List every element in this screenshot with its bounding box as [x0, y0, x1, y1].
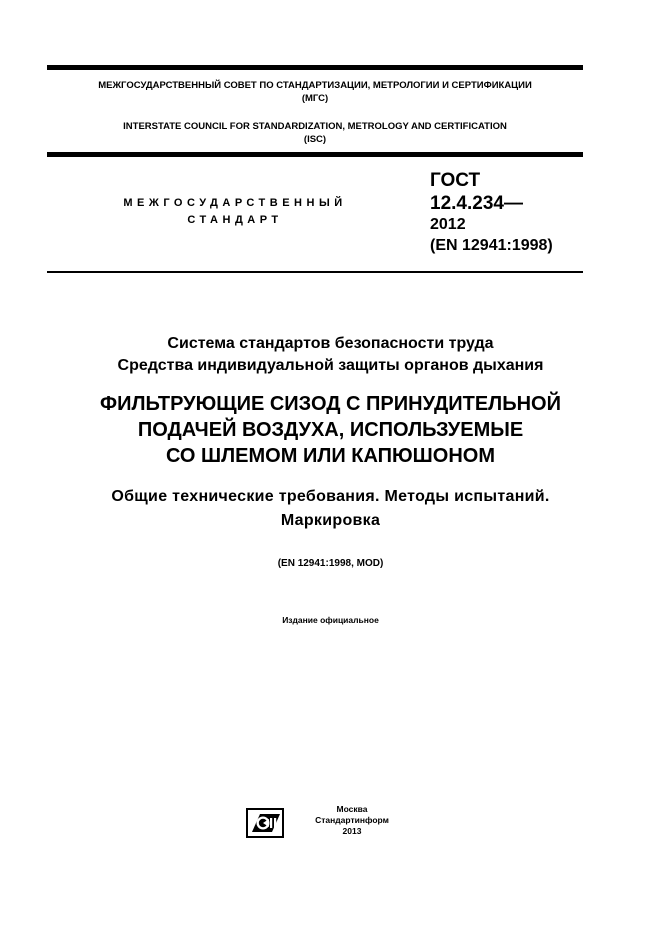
- council-name-en: [47, 120, 583, 146]
- subtitle-line1: Общие технические требования. Методы испытаний.: [111, 488, 550, 505]
- main-title: [20, 391, 641, 469]
- modification-note: (EN 12941:1998, MOD): [277, 558, 384, 569]
- main-title-line1: ФИЛЬТРУЮЩИЕ СИЗОД С ПРИНУДИТЕЛЬНОЙ: [100, 393, 561, 415]
- gost-designation: [430, 170, 553, 256]
- publisher-year: 2013: [342, 826, 362, 836]
- subtitle: [20, 485, 641, 533]
- gost-year: 2012: [430, 216, 466, 233]
- publisher-city: Москва: [336, 804, 368, 814]
- council-en-line1: INTERSTATE COUNCIL FOR STANDARDIZATION, METROLOGY AND CERTIFICATION: [123, 121, 507, 132]
- council-name-ru: [47, 79, 583, 105]
- series-title-line1: Система стандартов безопасности труда: [167, 335, 494, 352]
- standartinform-logo-icon: [246, 808, 284, 838]
- bottom-rule: [47, 271, 583, 273]
- edition-note: Издание официальное: [282, 615, 379, 625]
- council-en-line2: (ISC): [303, 134, 327, 145]
- main-title-line3: СО ШЛЕМОМ ИЛИ КАПЮШОНОМ: [165, 445, 495, 467]
- series-title-line2: Средства индивидуальной защиты органов дыхания: [117, 357, 544, 374]
- council-ru-line1: МЕЖГОСУДАРСТВЕННЫЙ СОВЕТ ПО СТАНДАРТИЗАЦИИ, МЕТРОЛОГИИ И СЕРТИФИКАЦИИ: [98, 80, 532, 91]
- standard-kind-line2: СТАНДАРТ: [187, 214, 283, 226]
- middle-rule: [47, 152, 583, 157]
- top-rule: [47, 65, 583, 70]
- series-title: [20, 333, 641, 377]
- publisher-info: [307, 804, 397, 837]
- publisher-name: Стандартинформ: [315, 815, 389, 825]
- subtitle-line2: Маркировка: [280, 512, 381, 529]
- gost-word: ГОСТ: [430, 170, 481, 191]
- main-title-line2: ПОДАЧЕЙ ВОЗДУХА, ИСПОЛЬЗУЕМЫЕ: [137, 419, 524, 441]
- gost-en-reference: (EN 12941:1998): [430, 237, 553, 254]
- standard-kind: [100, 195, 370, 229]
- gost-number: 12.4.234—: [430, 193, 523, 214]
- council-ru-line2: (МГС): [301, 93, 329, 104]
- standard-kind-line1: МЕЖГОСУДАРСТВЕННЫЙ: [123, 197, 347, 209]
